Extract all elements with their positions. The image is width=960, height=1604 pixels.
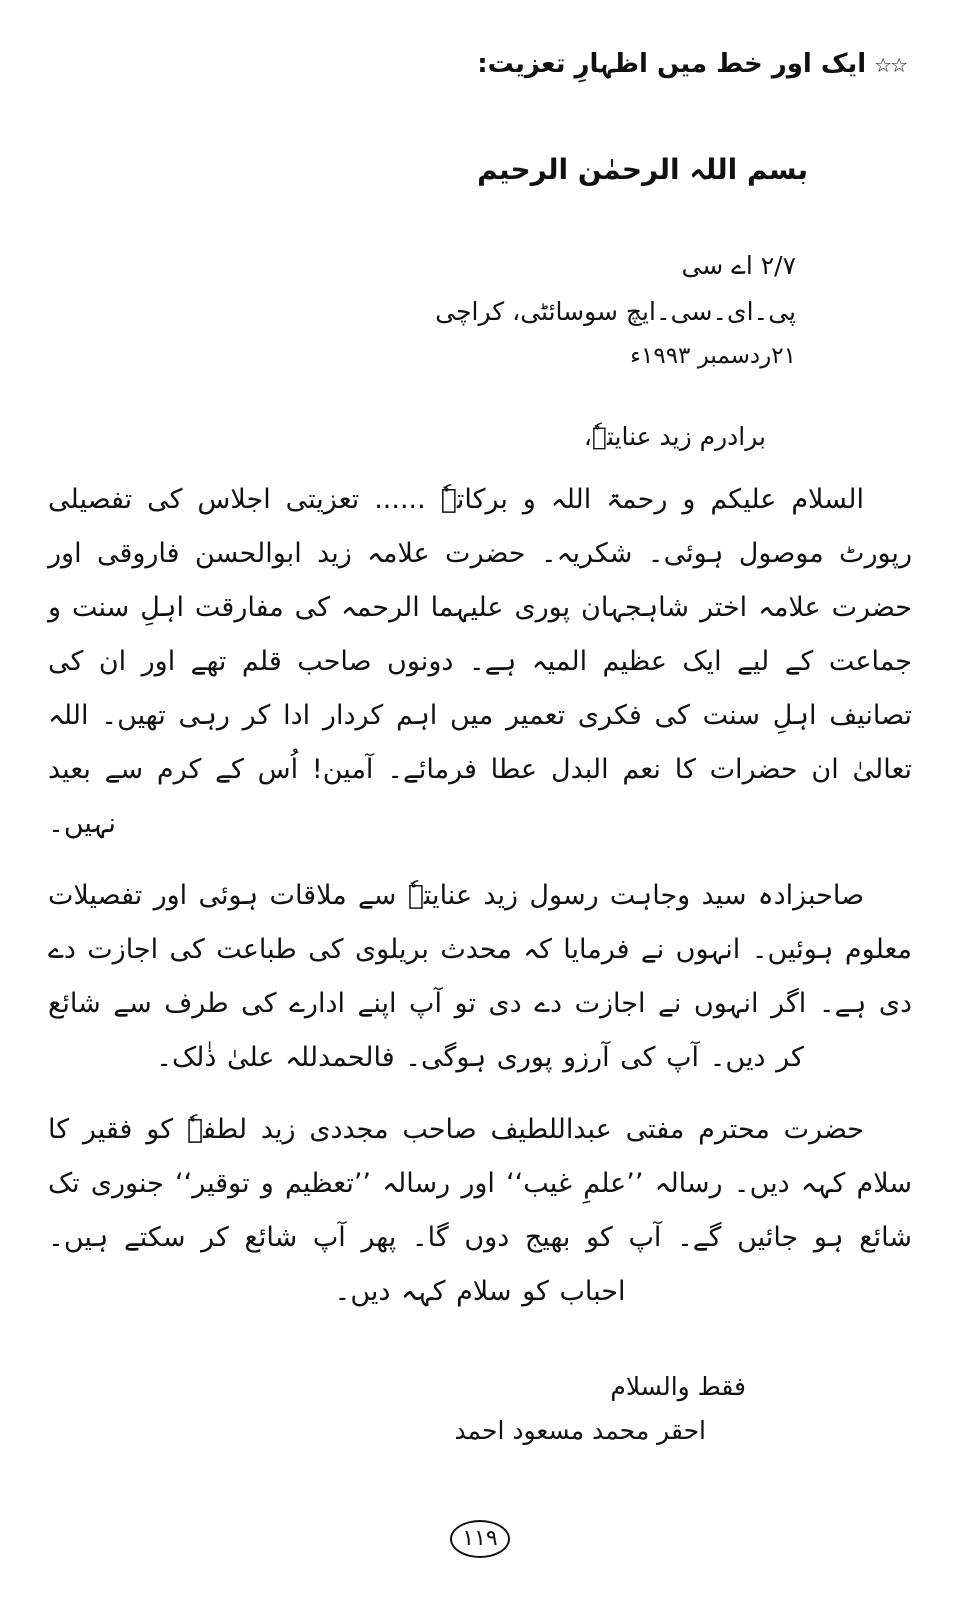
section-heading-text: ایک اور خط میں اظہارِ تعزیت: <box>477 49 867 79</box>
address-line-1: ۲/۷ اے سی <box>681 250 796 280</box>
signature: احقر محمد مسعود احمد <box>454 1416 706 1446</box>
letter-body <box>48 473 912 1319</box>
page-number: ۱۱۹ <box>450 1520 510 1558</box>
date-line: ۲۱ردسمبر ۱۹۹۳ء <box>630 343 796 370</box>
page-number-container <box>0 1520 960 1558</box>
address-line-2: پی۔ای۔سی۔ایچ سوسائٹی، کراچی <box>435 297 796 327</box>
salutation: برادرم زید عنایتہٗ، <box>583 421 766 451</box>
bismillah-line: بسم اللہ الرحمٰن الرحیم <box>477 152 808 186</box>
valediction: فقط والسلام <box>610 1372 746 1402</box>
star-icon: ☆☆ <box>874 53 906 77</box>
address-block <box>316 243 796 378</box>
body-paragraph-1: السلام علیکم و رحمۃ اللہ و برکاتہٗ ...... تعزیتی اجلاس کی تفصیلی رپورٹ موصول ہوئی۔ شکریہ۔ حضرت علامہ زید ابوالحسن فاروقی اور حضرت علامہ اختر شاہجہان پوری علیہما الرحمہ کی مفارقت اہلِ سنت و جماعت کے لیے ایک عظیم المیہ ہے۔ دونوں صاحب قلم تھے اور ان کی تصانیف اہلِ سنت کی فکری تعمیر میں اہم کردار ادا کر رہی تھیں۔ اللہ تعالیٰ ان حضرات کا نعم البدل عطا فرمائے۔ آمین! اُس کے کرم سے بعید نہیں۔ <box>48 484 912 840</box>
body-paragraph-2: صاحبزادہ سید وجاہت رسول زید عنایتہٗ سے ملاقات ہوئی اور تفصیلات معلوم ہوئیں۔ انہوں نے فرمایا کہ محدث بریلوی کی طباعت کی اجازت دے دی ہے۔ اگر انہوں نے اجازت دے دی تو آپ اپنے ادارے کی طرف سے شائع کر دیں۔ آپ کی آرزو پوری ہوگی۔ فالحمدللہ علیٰ ذٰلک۔ <box>48 880 912 1074</box>
closing-block <box>44 1365 916 1453</box>
body-paragraph-3: حضرت محترم مفتی عبداللطیف صاحب مجددی زید لطفہٗ کو فقیر کا سلام کہہ دیں۔ رسالہ ’’علمِ غیب‘‘ اور رسالہ ’’تعظیم و توقیر‘‘ جنوری تک شائع ہو جائیں گے۔ آپ کو بھیج دوں گا۔ پھر آپ شائع کر سکتے ہیں۔ احباب کو سلام کہہ دیں۔ <box>48 1114 912 1308</box>
section-heading <box>44 46 906 84</box>
